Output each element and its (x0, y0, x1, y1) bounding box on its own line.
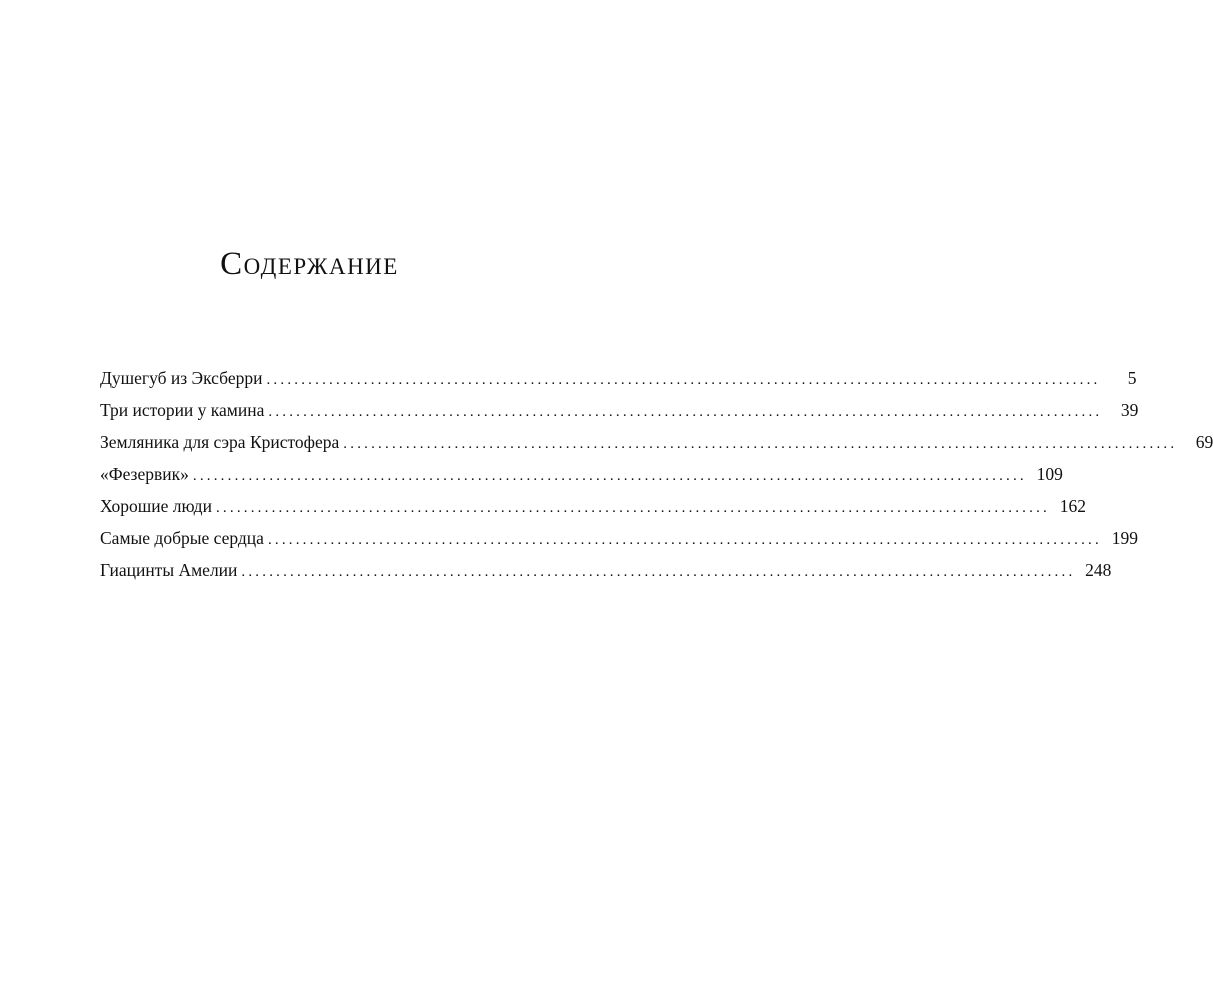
toc-list (100, 362, 1213, 586)
toc-entry[interactable] (100, 426, 1213, 458)
dot-leader: ........................................................................................................................ (266, 372, 1101, 388)
dot-leader: ........................................................................................................................ (267, 532, 1102, 548)
toc-entry[interactable] (100, 362, 1137, 394)
toc-entry[interactable] (100, 458, 1063, 490)
toc-entry[interactable] (100, 522, 1138, 554)
dot-leader: ........................................................................................................................ (268, 404, 1103, 420)
toc-page-number: 162 (1059, 496, 1086, 516)
toc-page-number: 199 (1111, 528, 1138, 548)
toc-page-number: 39 (1120, 400, 1139, 420)
toc-entry-title: Душегуб из Эксберри (100, 368, 263, 388)
toc-entry-title: Три истории у камина (100, 400, 265, 420)
dot-leader: ........................................................................................................................ (343, 436, 1178, 452)
toc-entry-title: «Фезервик» (100, 464, 189, 484)
toc-entry[interactable] (100, 490, 1086, 522)
toc-page-number: 5 (1127, 368, 1137, 388)
toc-page-number: 248 (1085, 560, 1112, 580)
toc-heading: Содержание (220, 246, 399, 282)
toc-page-number: 109 (1036, 464, 1063, 484)
dot-leader: ........................................................................................................................ (215, 500, 1050, 516)
toc-entry-title: Гиацинты Амелии (100, 560, 238, 580)
toc-entry-title: Земляника для сэра Кристофера (100, 432, 340, 452)
toc-entry-title: Хорошие люди (100, 496, 212, 516)
toc-page-number: 69 (1195, 432, 1213, 452)
toc-entry[interactable] (100, 394, 1139, 426)
dot-leader: ........................................................................................................................ (192, 468, 1027, 484)
toc-entry[interactable] (100, 554, 1112, 586)
toc-entry-title: Самые добрые сердца (100, 528, 264, 548)
dot-leader: ........................................................................................................................ (241, 564, 1076, 580)
